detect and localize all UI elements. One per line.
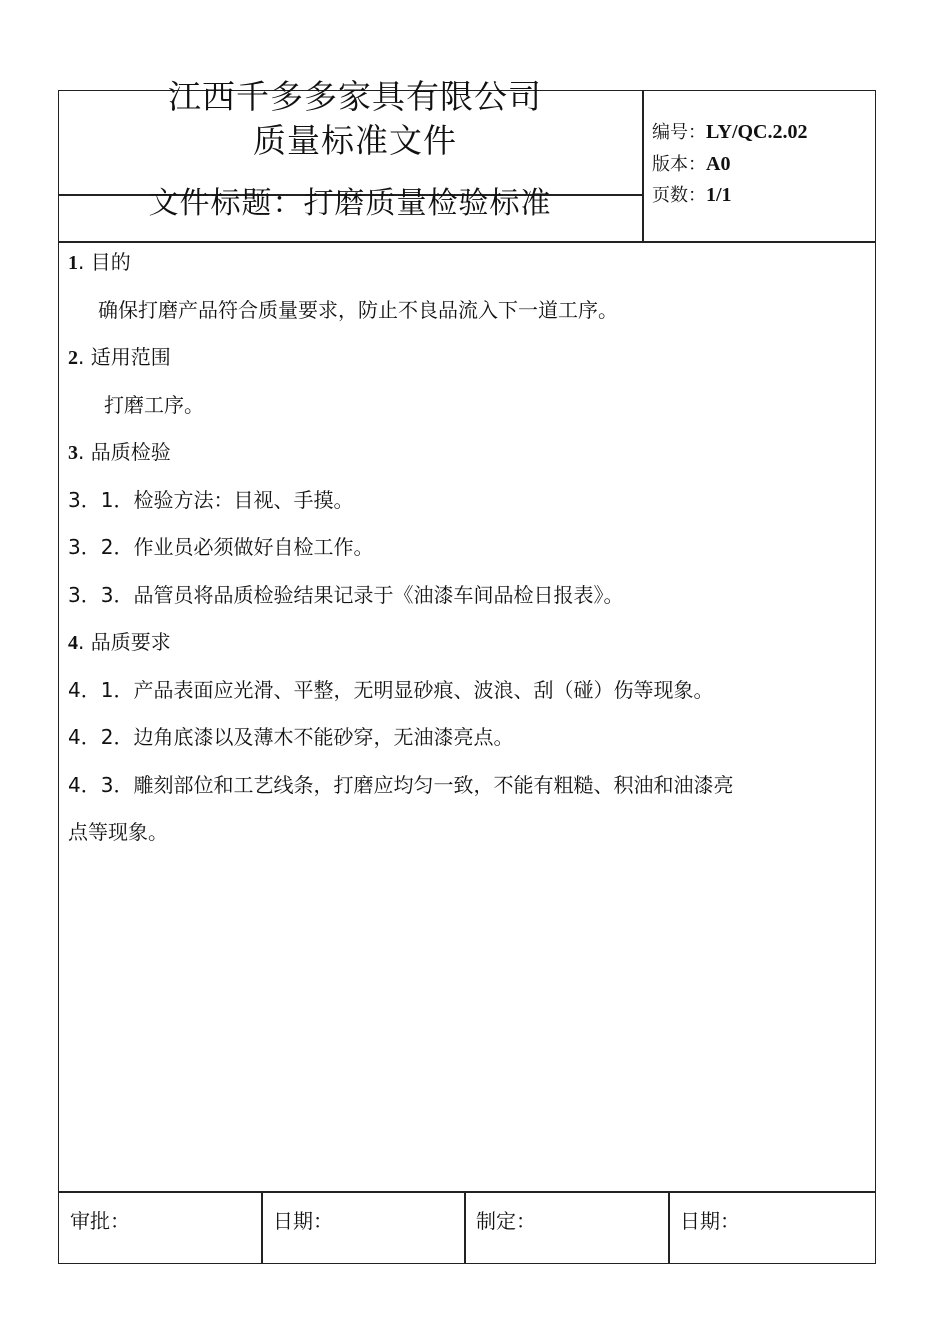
- pages-value: 1/1: [706, 184, 732, 206]
- version-label: 版本：: [652, 154, 706, 175]
- section-4-number: 4: [68, 632, 78, 654]
- section-2-title: . 适用范围: [78, 345, 171, 369]
- section-3-3: 3．3．品管员将品质检验结果记录于《油漆车间品检日报表》。: [68, 583, 624, 607]
- title-text: 打磨质量检验标准: [303, 186, 552, 221]
- header-bottom-border: [58, 241, 876, 243]
- section-2-number: 2: [68, 347, 78, 369]
- section-4-3-line-1: 4．3．雕刻部位和工艺线条，打磨应均匀一致，不能有粗糙、积油和油漆亮: [68, 773, 734, 797]
- section-4-heading: [68, 627, 171, 658]
- section-1-title: . 目的: [78, 250, 131, 274]
- footer-divider-3: [668, 1191, 670, 1264]
- section-1-number: 1: [68, 252, 78, 274]
- section-3-heading: [68, 437, 171, 468]
- version-value: A0: [706, 153, 731, 175]
- section-4-title: . 品质要求: [78, 630, 171, 654]
- pages-label: 页数：: [652, 185, 706, 206]
- section-1-text: 确保打磨产品符合质量要求，防止不良品流入下一道工序。: [98, 298, 618, 322]
- footer-divider-1: [261, 1191, 263, 1264]
- footer-divider-2: [464, 1191, 466, 1264]
- section-4-3-line-2: 点等现象。: [68, 820, 168, 844]
- section-3-2: 3．2．作业员必须做好自检工作。: [68, 535, 374, 559]
- company-name: 江西千多多家具有限公司: [168, 77, 542, 116]
- prepare-label: 制定：: [476, 1209, 536, 1233]
- section-3-title: . 品质检验: [78, 440, 171, 464]
- section-4-1: 4．1．产品表面应光滑、平整，无明显砂痕、波浪、刮（碰）伤等现象。: [68, 678, 714, 702]
- code-label: 编号：: [652, 122, 706, 143]
- doc-version: [652, 149, 730, 180]
- date-label-2: 日期：: [680, 1209, 740, 1233]
- header-divider-vertical: [642, 90, 644, 242]
- section-3-number: 3: [68, 442, 78, 464]
- section-2-text: 打磨工序。: [104, 393, 204, 417]
- date-label-1: 日期：: [273, 1209, 333, 1233]
- doc-code: [652, 117, 808, 148]
- document-type: 质量标准文件: [253, 121, 457, 160]
- title-prefix: 文件标题：: [148, 186, 304, 221]
- doc-pages: [652, 180, 732, 211]
- code-value: LY/QC.2.02: [706, 121, 808, 143]
- section-1-heading: [68, 247, 131, 278]
- document-title: [60, 184, 640, 224]
- footer-top-border: [58, 1191, 876, 1193]
- section-4-2: 4．2．边角底漆以及薄木不能砂穿，无油漆亮点。: [68, 725, 514, 749]
- section-3-1: 3．1．检验方法：目视、手摸。: [68, 488, 354, 512]
- section-2-heading: [68, 342, 171, 373]
- approve-label: 审批：: [70, 1209, 130, 1233]
